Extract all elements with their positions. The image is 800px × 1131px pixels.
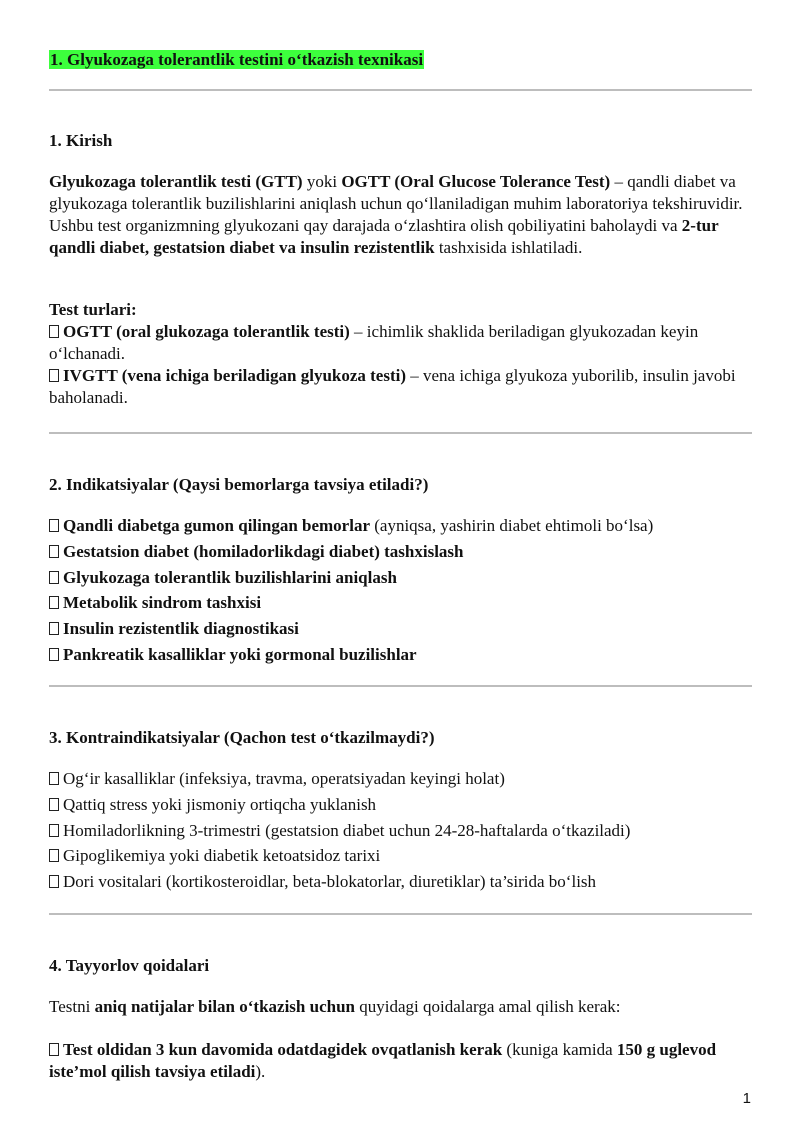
bullet-box-icon xyxy=(49,622,59,635)
bullet-box-icon xyxy=(49,875,59,888)
bullet-box-icon xyxy=(49,571,59,584)
text-run: – qandli diabet va glyukozaga tolerantlik buzilishlarini aniqlash uchun qo‘llaniladigan muhim laboratoriya tekshiruvidir. Ushbu test organizmning glyukozani qay darajada o‘zlashtira olish qobiliyatini baholaydi va xyxy=(49,172,743,235)
text-run: Testni xyxy=(49,997,95,1016)
item-text: – vena ichiga glyukoza yuborilib, insulin javobi baholanadi. xyxy=(49,366,736,407)
item-bold: OGTT (oral glukozaga tolerantlik testi) xyxy=(63,322,350,341)
list-item xyxy=(49,766,752,792)
item-bold: Gestatsion diabet (homiladorlikdagi diabet) tashxislash xyxy=(63,541,464,561)
bullet-box-icon xyxy=(49,325,59,338)
list-item xyxy=(49,616,752,642)
text-run: quyidagi qoidalarga amal qilish kerak: xyxy=(355,997,621,1016)
text-run: (kuniga kamida xyxy=(502,1040,617,1059)
section-heading-kirish: 1. Kirish xyxy=(49,131,113,150)
item-text: Gipoglikemiya yoki diabetik ketoatsidoz tarixi xyxy=(63,846,381,866)
test-types-heading: Test turlari: xyxy=(49,300,137,319)
page-number: 1 xyxy=(742,1090,751,1107)
text-run: yoki xyxy=(302,172,342,191)
list-item xyxy=(49,365,752,409)
section-heading-kontraindikatsiyalar: 3. Kontraindikatsiyalar (Qachon test o‘tkazilmaydi?) xyxy=(49,728,435,747)
bullet-box-icon xyxy=(49,596,59,609)
bullet-box-icon xyxy=(49,519,59,532)
bullet-box-icon xyxy=(49,772,59,785)
contraindications-list xyxy=(49,766,752,895)
preparation-rule xyxy=(49,1039,752,1083)
term-ogtt: OGTT (Oral Glucose Tolerance Test) xyxy=(341,172,611,191)
bullet-box-icon xyxy=(49,648,59,661)
item-bold: Insulin rezistentlik diagnostikasi xyxy=(63,619,299,639)
list-item xyxy=(49,818,752,844)
text-run: tashxisida ishlatiladi. xyxy=(434,238,583,257)
bullet-box-icon xyxy=(49,849,59,862)
term-gtt: Glyukozaga tolerantlik testi (GTT) xyxy=(49,172,303,191)
bullet-box-icon xyxy=(49,1043,59,1056)
item-text: Qattiq stress yoki jismoniy ortiqcha yuklanish xyxy=(63,794,377,814)
text-run: ). xyxy=(255,1062,266,1081)
intro-paragraph xyxy=(49,171,752,259)
intro-bold: aniq natijalar bilan o‘tkazish uchun xyxy=(94,997,355,1016)
list-item xyxy=(49,869,752,895)
section-heading-tayyorlov: 4. Tayyorlov qoidalari xyxy=(49,956,210,975)
document-title xyxy=(49,48,424,72)
rule-bold: 150 g uglevod iste’mol qilish tavsiya etiladi xyxy=(49,1040,717,1081)
item-bold: IVGTT (vena ichiga beriladigan glyukoza testi) xyxy=(63,366,407,385)
bullet-box-icon xyxy=(49,545,59,558)
test-types-block xyxy=(49,299,752,409)
list-item xyxy=(49,843,752,869)
indications-list xyxy=(49,513,752,668)
item-text: Og‘ir kasalliklar (infeksiya, travma, operatsiyadan keyingi holat) xyxy=(63,769,505,788)
list-item xyxy=(49,792,752,818)
horizontal-rule xyxy=(49,89,752,91)
list-item xyxy=(49,539,752,565)
item-bold: Pankreatik kasalliklar yoki gormonal buzilishlar xyxy=(63,644,417,664)
bullet-box-icon xyxy=(49,369,59,382)
item-bold: Qandli diabetga gumon qilingan bemorlar xyxy=(63,516,370,535)
horizontal-rule xyxy=(49,685,752,687)
bullet-box-icon xyxy=(49,798,59,811)
list-item xyxy=(49,642,752,668)
item-bold: Metabolik sindrom tashxisi xyxy=(63,593,262,613)
item-text: Dori vositalari (kortikosteroidlar, beta-blokatorlar, diuretiklar) ta’sirida bo‘lish xyxy=(63,872,597,892)
item-text: (ayniqsa, yashirin diabet ehtimoli bo‘lsa) xyxy=(370,516,654,535)
bullet-box-icon xyxy=(49,824,59,837)
rule-bold: Test oldidan 3 kun davomida odatdagidek ovqatlanish kerak xyxy=(63,1040,503,1059)
item-bold: Glyukozaga tolerantlik buzilishlarini aniqlash xyxy=(63,567,397,587)
horizontal-rule xyxy=(49,913,752,915)
horizontal-rule xyxy=(49,432,752,434)
item-text: Homiladorlikning 3-trimestri (gestatsion diabet uchun 24-28-haftalarda o‘tkaziladi) xyxy=(63,820,631,840)
list-item xyxy=(49,565,752,591)
list-item xyxy=(49,321,752,365)
preparation-intro xyxy=(49,996,752,1018)
document-title-text: 1. Glyukozaga tolerantlik testini o‘tkazish texnikasi xyxy=(50,50,424,69)
term-diagnoses: 2-tur qandli diabet, gestatsion diabet va insulin rezistentlik xyxy=(49,216,719,257)
list-item xyxy=(49,513,752,539)
list-item xyxy=(49,590,752,616)
item-text: – ichimlik shaklida beriladigan glyukozadan keyin o‘lchanadi. xyxy=(49,322,699,363)
section-heading-indikatsiyalar: 2. Indikatsiyalar (Qaysi bemorlarga tavsiya etiladi?) xyxy=(49,475,429,494)
